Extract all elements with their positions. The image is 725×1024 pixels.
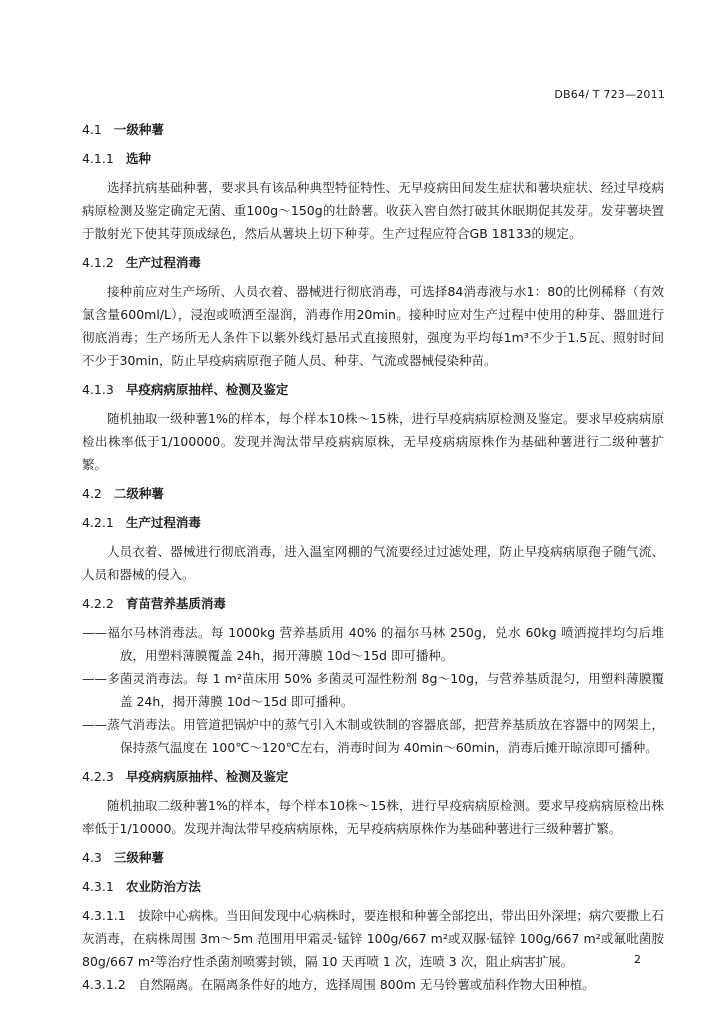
subsection-title: 选种 xyxy=(125,151,151,166)
paragraph: 选择抗病基础种薯，要求具有该品种典型特征特性、无早疫病田间发生症状和薯块症状、经过早疫病病原检测及鉴定确定无菌、重100g～150g的壮龄薯。收获入窖自然打破其休眠期促其发芽。发芽薯块置于散射光下使其芽顶成绿色，然后从薯块上切下种芽。生产过程应符合GB 18133的规定。 xyxy=(82,180,664,241)
page-number: 2 xyxy=(634,953,641,966)
subsection-number: 4.2.1 xyxy=(82,515,114,530)
subsection-heading xyxy=(82,147,664,170)
subsection-number: 4.2.3 xyxy=(82,769,114,784)
section-heading xyxy=(82,118,664,141)
section-number: 4.2 xyxy=(82,486,102,501)
section-number: 4.1 xyxy=(82,122,102,137)
section-heading xyxy=(82,846,664,869)
document-code: DB64/ T 723—2011 xyxy=(554,88,665,101)
subsection-number: 4.3.1 xyxy=(82,879,114,894)
subsection-heading xyxy=(82,592,664,615)
subsection-heading xyxy=(82,251,664,274)
section-title: 二级种薯 xyxy=(113,486,164,501)
document-body xyxy=(82,118,664,1002)
clause-paragraph: 4.3.1.1 拔除中心病株。当田间发现中心病株时，要连根和种薯全部挖出，带出田外深埋；病穴要撒上石灰消毒，在病株周围 3m～5m 范围用甲霜灵·锰锌 100g/667 m²或双脲·锰锌 100g/667 m²或氟吡菌胺 80g/667 m²等治疗性杀菌剂喷雾封锁，隔 10 天再喷 1 次，连喷 3 次，阻止病害扩展。 xyxy=(82,908,664,969)
section-heading xyxy=(82,482,664,505)
paragraph: 随机抽取二级种薯1%的样本，每个样本10株～15株，进行早疫病病原检测。要求早疫病病原检出株率低于1/10000。发现并淘汰带早疫病病原株，无早疫病病原株作为基础种薯进行三级种薯扩繁。 xyxy=(82,798,664,836)
list-item: ——福尔马林消毒法。每 1000kg 营养基质用 40% 的福尔马林 250g，兑水 60kg 喷洒搅拌均匀后堆放，用塑料薄膜覆盖 24h，揭开薄膜 10d～15d 即可播种。 xyxy=(82,625,664,663)
section-title: 一级种薯 xyxy=(113,122,164,137)
subsection-title: 生产过程消毒 xyxy=(125,255,201,270)
paragraph: 接种前应对生产场所、人员衣着、器械进行彻底消毒，可选择84消毒液与水1：80的比例稀释（有效氯含量600ml/L），浸泡或喷洒至湿润，消毒作用20min。接种时应对生产过程中使用的种芽、器皿进行彻底消毒；生产场所无人条件下以紫外线灯悬吊式直接照射，强度为平均每1m³不少于1.5瓦、照射时间不少于30min，防止早疫病病原孢子随人员、种芽、气流或器械侵染种苗。 xyxy=(82,284,664,368)
subsection-title: 早疫病病原抽样、检测及鉴定 xyxy=(125,382,289,397)
clause-paragraph: 4.3.1.2 自然隔离。在隔离条件好的地方，选择周围 800m 无马铃薯或茄科作物大田种植。 xyxy=(82,977,595,992)
subsection-title: 生产过程消毒 xyxy=(125,515,201,530)
subsection-title: 育苗营养基质消毒 xyxy=(125,596,226,611)
subsection-heading xyxy=(82,875,664,898)
paragraph: 随机抽取一级种薯1%的样本，每个样本10株～15株，进行早疫病病原检测及鉴定。要求早疫病病原检出株率低于1/100000。发现并淘汰带早疫病病原株，无早疫病病原株作为基础种薯进行二级种薯扩繁。 xyxy=(82,411,664,472)
section-title: 三级种薯 xyxy=(113,850,164,865)
subsection-title: 早疫病病原抽样、检测及鉴定 xyxy=(125,769,289,784)
list-item: ——多菌灵消毒法。每 1 m²苗床用 50% 多菌灵可湿性粉剂 8g～10g，与营养基质混匀，用塑料薄膜覆盖 24h，揭开薄膜 10d～15d 即可播种。 xyxy=(82,671,664,709)
list-item: ——蒸气消毒法。用管道把锅炉中的蒸气引入木制或铁制的容器底部，把营养基质放在容器中的网架上，保持蒸气温度在 100℃～120℃左右，消毒时间为 40min～60min，消毒后摊开晾凉即可播种。 xyxy=(82,717,664,755)
subsection-heading xyxy=(82,765,664,788)
subsection-number: 4.2.2 xyxy=(82,596,114,611)
subsection-number: 4.1.1 xyxy=(82,151,114,166)
subsection-title: 农业防治方法 xyxy=(125,879,201,894)
paragraph: 人员衣着、器械进行彻底消毒，进入温室网棚的气流要经过过滤处理，防止早疫病病原孢子随气流、人员和器械的侵入。 xyxy=(82,544,664,582)
subsection-heading xyxy=(82,511,664,534)
subsection-number: 4.1.3 xyxy=(82,382,114,397)
section-number: 4.3 xyxy=(82,850,102,865)
subsection-number: 4.1.2 xyxy=(82,255,114,270)
subsection-heading xyxy=(82,378,664,401)
